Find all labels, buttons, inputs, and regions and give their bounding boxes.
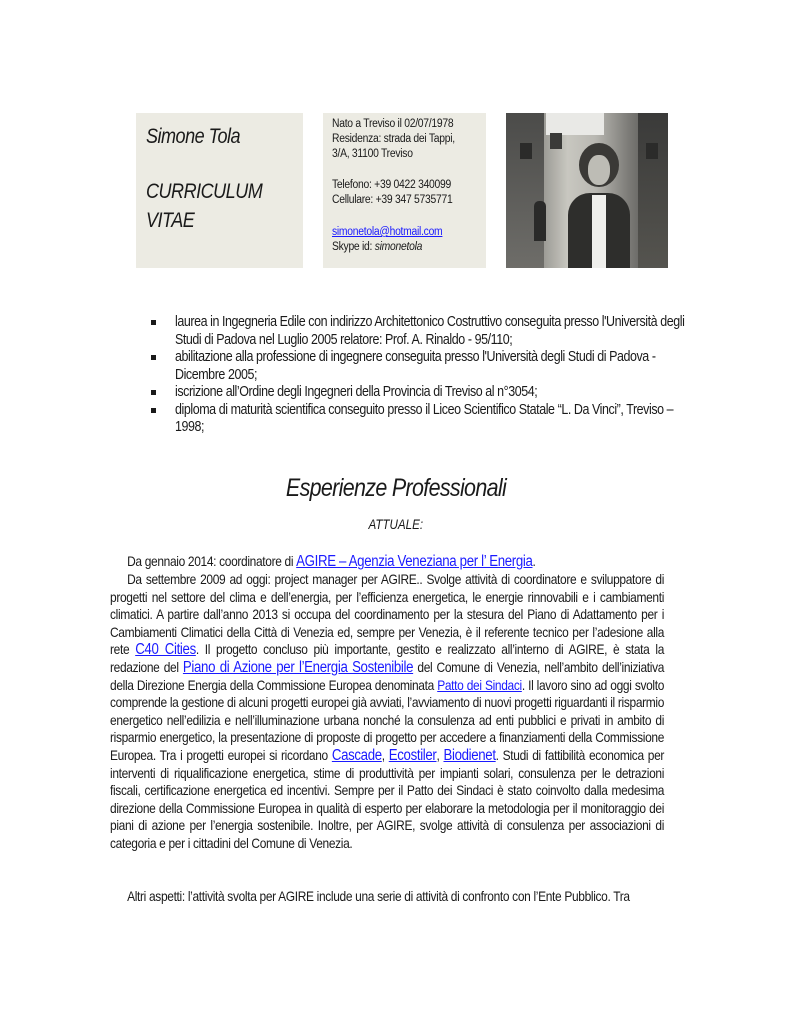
- paes-link[interactable]: Piano di Azione per l’Energia Sostenibile: [182, 658, 414, 676]
- bullet-square-icon: [151, 408, 156, 413]
- patto-sindaci-link[interactable]: Patto dei Sindaci: [437, 676, 522, 693]
- residence-line1: Residenza: strada dei Tappi,: [332, 133, 455, 145]
- cv-title: [146, 177, 262, 235]
- photo-window: [646, 143, 658, 159]
- list-item: laurea in Ingegneria Edile con indirizzo Architettonico Costruttivo conseguita presso l'Università degli Studi di Padova nel Luglio 2005 relatore: Prof. A. Rinaldo - 95/110;: [150, 314, 670, 349]
- photo-sky: [546, 113, 604, 135]
- ecostiler-link[interactable]: Ecostiler: [388, 746, 437, 764]
- residence-line2: 3/A, 31100 Treviso: [332, 148, 413, 160]
- phone: Telefono: +39 0422 340099: [332, 179, 452, 191]
- cv-title-line2: VITAE: [146, 209, 195, 232]
- bullet-square-icon: [151, 355, 156, 360]
- cascade-link[interactable]: Cascade: [331, 746, 382, 764]
- cv-title-line1: CURRICULUM: [146, 180, 263, 203]
- photo-face: [588, 155, 610, 185]
- photo-wall-left: [506, 113, 544, 268]
- photo-wall-right: [638, 113, 668, 268]
- photo-window: [550, 133, 562, 149]
- email-row: [332, 226, 442, 238]
- skype-row: [332, 241, 422, 253]
- name-box: [136, 113, 303, 268]
- photo-background-person: [534, 201, 546, 241]
- agire-link[interactable]: AGIRE – Agenzia Veneziana per l’ Energia: [296, 553, 533, 570]
- section-title: Esperienze Professionali: [285, 474, 506, 502]
- email-link[interactable]: simonetola@hotmail.com: [332, 226, 443, 238]
- photo-shirt: [592, 195, 606, 268]
- profile-photo: [506, 113, 668, 268]
- paragraph-project-manager: Da settembre 2009 ad oggi: project manager per AGIRE.. Svolge attività di coordinatore e sviluppatore di progetti nel settore del clima e dell’energia, per l’efficienza energetica, le energie rinnovabili e i cambiamenti climatici. A partire dall’anno 2013 si occupa del coordinamento per la stesura del Piano di Adattamento per i Cambiamenti Climatici della Città di Venezia ed, sempre per Venezia, è il referente tecnico per l’adesione alla rete C40 Cities. Il progetto concluso più importante, gestito e realizzato all’interno di AGIRE, è stata la redazione del Piano di Azione per l’Energia Sostenibile del Comune di Venezia, nell’ambito dell’iniziativa della Direzione Energia della Commissione Europea denominata Patto dei Sindaci. Il lavoro sino ad oggi svolto comprende la gestione di alcuni progetti europei già avviati, l’avviamento di nuovi progetti riguardanti il risparmio energetico nell’edilizia e nell’illuminazione urbana nonché la consulenza ad enti pubblici e privati in ambito di risparmio energetico, la presentazione di proposte di progetto per accedere a finanziamenti della Commissione Europea. Tra i progetti europei si ricordano Cascade, Ecostiler, Biodienet. Studi di fattibilità economica per interventi di riqualificazione energetica, stime di produttività per impianti solari, consulenza per le detrazioni fiscali, certificazione energetica ed incentivi. Sempre per il Patto dei Sindaci è stato coinvolto dalla medesima direzione della Commissione Europea in qualità di esperto per elaborare la metodologia per il monitoraggio dei piani di azione per l’energia sostenibile. Inoltre, per AGIRE, svolge attività di consulenza per associazioni di categoria e per i cittadini del Comune di Venezia.: [110, 571, 665, 851]
- contact-box: [323, 113, 486, 268]
- list-item: abilitazione alla professione di ingegnere conseguita presso l'Università degli Studi di Padova - Dicembre 2005;: [150, 349, 670, 384]
- biodienet-link[interactable]: Biodienet: [443, 746, 496, 764]
- bullet-square-icon: [151, 320, 156, 325]
- section-subtitle: ATTUALE:: [368, 517, 423, 532]
- photo-window: [520, 143, 532, 159]
- bullet-square-icon: [151, 390, 156, 395]
- birth-info: Nato a Treviso il 02/07/1978: [332, 118, 454, 130]
- education-list: [150, 314, 685, 437]
- skype-id: simonetola: [374, 241, 423, 253]
- paragraph-other-aspects: Altri aspetti: l’attività svolta per AGIRE include una serie di attività di confronto con l’Ente Pubblico. Tra: [127, 888, 630, 904]
- mobile: Cellulare: +39 347 5735771: [332, 194, 453, 206]
- skype-label: Skype id:: [332, 241, 375, 253]
- list-item: iscrizione all’Ordine degli Ingegneri della Provincia di Treviso al n°3054;: [150, 384, 670, 402]
- paragraph-current-role: Da gennaio 2014: coordinatore di AGIRE – Agenzia Veneziana per l’ Energia.: [127, 553, 536, 570]
- list-item: diploma di maturità scientifica conseguito presso il Liceo Scientifico Statale “L. Da Vinci”, Treviso – 1998;: [150, 402, 670, 437]
- person-name: Simone Tola: [146, 125, 241, 148]
- c40-cities-link[interactable]: C40 Cities: [135, 641, 196, 659]
